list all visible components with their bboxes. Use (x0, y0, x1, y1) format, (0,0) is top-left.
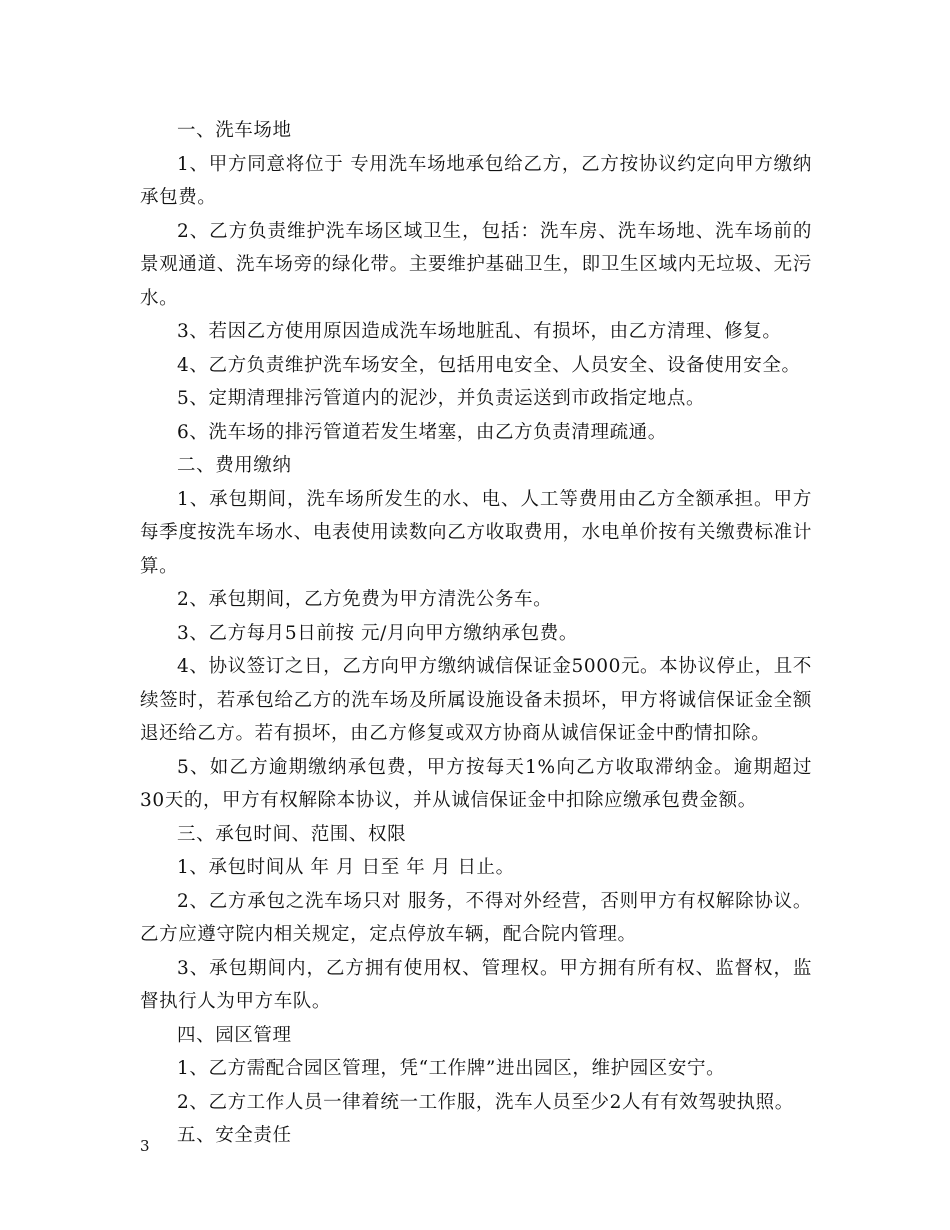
page-number: 3 (140, 1137, 150, 1155)
clause-4-2: 2、乙方工作人员一律着统一工作服，洗车人员至少2人有有效驾驶执照。 (177, 1091, 794, 1113)
clause-2-4: 4、协议签订之日，乙方向甲方缴纳诚信保证金5000元。本协议停止，且不续签时，若承包给乙方的洗车场及所属设施设备未损坏，甲方将诚信保证金全额退还给乙方。若有损坏，由乙方修复或双方协商从诚信保证金中酌情扣除。 (140, 656, 812, 744)
document-body (140, 114, 812, 1153)
clause-2-5: 5、如乙方逾期缴纳承包费，甲方按每天1%向乙方收取滞纳金。逾期超过30天的，甲方有权解除本协议，并从诚信保证金中扣除应缴承包费金额。 (140, 756, 812, 811)
clause-1-5: 5、定期清理排污管道内的泥沙，并负责运送到市政指定地点。 (177, 388, 706, 409)
clause-2-3: 3、乙方每月5日前按 元/月向甲方缴纳承包费。 (177, 622, 578, 644)
clause-1-2: 2、乙方负责维护洗车场区域卫生，包括：洗车房、洗车场地、洗车场前的景观通道、洗车场旁的绿化带。主要维护基础卫生，即卫生区域内无垃圾、无污水。 (140, 220, 812, 309)
clause-2-1: 1、承包期间，洗车场所发生的水、电、人工等费用由乙方全额承担。甲方每季度按洗车场水、电表使用读数向乙方收取费用，水电单价按有关缴费标准计算。 (140, 488, 812, 577)
clause-1-3: 3、若因乙方使用原因造成洗车场地脏乱、有损坏，由乙方清理、修复。 (177, 321, 782, 342)
clause-1-6: 6、洗车场的排污管道若发生堵塞，由乙方负责清理疏通。 (177, 421, 667, 443)
clause-3-3: 3、承包期间内，乙方拥有使用权、管理权。甲方拥有所有权、监督权，监督执行人为甲方车队。 (140, 957, 812, 1012)
clause-2-2: 2、承包期间，乙方免费为甲方清洗公务车。 (177, 589, 553, 610)
section-heading-term: 三、承包时间、范围、权限 (177, 823, 407, 845)
section-heading-site: 一、洗车场地 (177, 120, 292, 141)
section-heading-safety: 五、安全责任 (177, 1125, 292, 1146)
clause-4-1: 1、乙方需配合园区管理，凭“工作牌”进出园区，维护园区安宁。 (177, 1058, 726, 1079)
section-heading-park: 四、园区管理 (177, 1024, 292, 1046)
clause-3-1: 1、承包时间从 年 月 日至 年 月 日止。 (177, 857, 515, 878)
clause-3-2: 2、乙方承包之洗车场只对 服务，不得对外经营，否则甲方有权解除协议。乙方应遵守院内相关规定，定点停放车辆，配合院内管理。 (140, 890, 812, 945)
clause-1-4: 4、乙方负责维护洗车场安全，包括用电安全、人员安全、设备使用安全。 (177, 354, 801, 376)
section-heading-fees: 二、费用缴纳 (177, 455, 292, 476)
clause-1-1: 1、甲方同意将位于 专用洗车场地承包给乙方，乙方按协议约定向甲方缴纳承包费。 (140, 153, 812, 208)
